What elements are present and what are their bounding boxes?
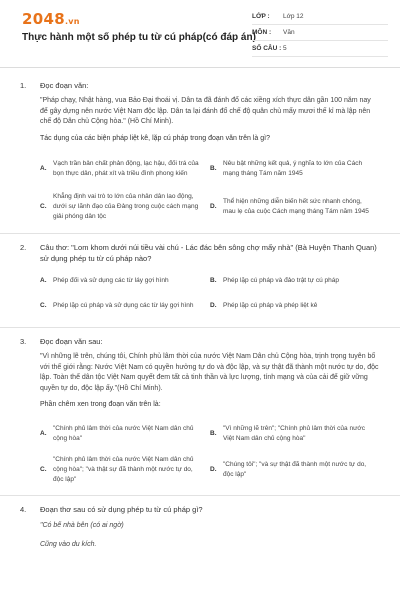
option-c[interactable] <box>40 292 210 320</box>
option-b[interactable] <box>210 151 380 187</box>
option-a[interactable] <box>40 270 210 292</box>
question-heading <box>0 504 400 515</box>
option-text: Nêu bật những kết quả, ý nghĩa to lớn của Cách mạng tháng Tám năm 1945 <box>223 160 363 177</box>
option-b[interactable] <box>210 417 380 451</box>
option-letter: D. <box>210 203 217 210</box>
option-letter: A. <box>40 165 47 172</box>
option-text: "Chính phủ lâm thời của nước Việt Nam dân chủ cộng hòa"; "và thật sự đã thành một nước tự do, độc lập" <box>53 455 194 483</box>
question-text: Đọc đoạn văn sau: <box>40 337 103 346</box>
question-prompt: Phần chêm xen trong đoạn văn trên là: <box>40 401 161 408</box>
question-1 <box>0 74 400 234</box>
meta-value: Văn <box>283 29 295 36</box>
question-number: 1. <box>20 81 27 90</box>
question-prompt: Tác dụng của các biện pháp liệt kê, lặp cú pháp trong đoạn văn trên là gì? <box>40 134 270 142</box>
question-number: 4. <box>20 504 27 514</box>
option-c[interactable] <box>40 187 210 227</box>
meta-key: SỐ CÂU : <box>252 45 282 52</box>
answer-options <box>40 151 380 227</box>
question-passage: "Vì những lẽ trên, chúng tôi, Chính phủ lâm thời của nước Việt Nam Dân chủ Cộng hòa, trịnh trọng tuyên bố với thế giới rằng: Nước Việt Nam có quyền hưởng tự do và độc lập, và sự thật đã thành một nước tự do, độc lập. Toàn thể dân tộc Việt Nam quyết đem tất cả tinh thần và lực lượng, tính mạng và của cải để giữ vững quyền tự do, độc lập ấy."(Hồ Chí Minh). <box>40 353 379 392</box>
option-text: Phép lặp cú pháp và đảo trật tự cú pháp <box>223 277 340 284</box>
poem-line: "Có bế nhà bên (có ai ngờ) <box>40 521 124 529</box>
question-2 <box>0 234 400 328</box>
option-d[interactable] <box>210 292 380 320</box>
option-letter: C. <box>40 465 47 473</box>
option-letter: C. <box>40 302 47 309</box>
option-letter: B. <box>210 277 217 284</box>
option-text: Thể hiện những diễn biến hết sức nhanh chóng, mau lẹ của cuộc Cách mạng tháng Tám năm 1945 <box>223 198 369 215</box>
question-heading <box>0 336 400 347</box>
option-text: "Vì những lẽ trên"; "Chính phủ lâm thời của nước Việt Nam dân chủ cộng hòa" <box>223 424 365 442</box>
option-text: "Chúng tôi"; "và sự thật đã thành một nước tự do, độc lập" <box>223 460 367 478</box>
meta-table <box>252 9 388 57</box>
meta-value: 5 <box>283 45 287 52</box>
meta-row-class <box>252 9 388 25</box>
site-logo[interactable] <box>22 10 80 28</box>
question-4 <box>0 496 400 551</box>
meta-row-count <box>252 41 388 57</box>
question-list <box>0 74 400 551</box>
option-text: Phép đối và sử dụng các từ láy gợi hình <box>53 277 169 284</box>
question-text: Câu thơ: "Lom khom dưới núi tiều vài chú - Lác đác bên sông chợ mấy nhà" (Bà Huyện Thanh Quan) sử dụng phép tu từ cú pháp nào? <box>40 243 377 263</box>
option-letter: C. <box>40 203 47 210</box>
option-text: Phép lặp cú pháp và sử dụng các từ láy gợi hình <box>53 302 194 309</box>
document-title: Thực hành một số phép tu từ cú pháp(có đáp án) <box>22 32 256 43</box>
option-letter: D. <box>210 302 217 309</box>
option-letter: A. <box>40 429 47 437</box>
header-divider <box>0 67 400 68</box>
poem-line: Cũng vào du kích. <box>40 541 97 548</box>
question-heading <box>0 242 380 264</box>
meta-row-subject <box>252 25 388 41</box>
option-text: "Chính phủ lâm thời của nước Việt Nam dân chủ cộng hòa" <box>53 424 194 442</box>
option-c[interactable] <box>40 451 210 489</box>
logo-number: 2048 <box>22 10 65 28</box>
option-text: Khẳng định vai trò to lớn của nhân dân lao động, dưới sự lãnh đạo của Đảng trong cuộc cách mạng giải phóng dân tộc <box>53 193 199 220</box>
meta-key: MÔN : <box>252 29 272 36</box>
answer-options <box>40 270 380 320</box>
option-text: Vạch trần bản chất phản động, lạc hậu, đối trá của bọn thực dân, phát xít và triều đình phong kiến <box>53 160 199 177</box>
meta-key: LỚP : <box>252 13 270 20</box>
option-d[interactable] <box>210 187 380 227</box>
question-heading <box>0 80 400 91</box>
option-a[interactable] <box>40 151 210 187</box>
header <box>0 0 400 64</box>
question-text: Đoạn thơ sau có sử dụng phép tu từ cú pháp gì? <box>40 504 203 514</box>
option-b[interactable] <box>210 270 380 292</box>
answer-options <box>40 417 380 489</box>
option-d[interactable] <box>210 451 380 489</box>
option-letter: B. <box>210 429 217 437</box>
meta-value: Lớp 12 <box>283 13 304 20</box>
option-a[interactable] <box>40 417 210 451</box>
question-number: 2. <box>20 243 27 252</box>
question-number: 3. <box>20 337 27 346</box>
option-letter: D. <box>210 465 217 473</box>
option-letter: A. <box>40 277 47 284</box>
question-3 <box>0 328 400 496</box>
option-letter: B. <box>210 165 217 172</box>
question-passage: "Pháp chạy, Nhật hàng, vua Bảo Đại thoái vị. Dân ta đã đánh đổ các xiềng xích thực dân gần 100 năm nay để gây dựng nên nước Việt Nam độc lập. Dân ta lại đánh đổ chế độ quân chủ mấy mươi thế kỉ mà lập nên chế độ Dân chủ Cộng hòa." (Hồ Chí Minh). <box>40 97 371 125</box>
question-text: Đọc đoạn văn: <box>40 81 89 90</box>
option-text: Phép lặp cú pháp và phép liệt kê <box>223 302 318 309</box>
logo-suffix: .vn <box>64 17 80 26</box>
